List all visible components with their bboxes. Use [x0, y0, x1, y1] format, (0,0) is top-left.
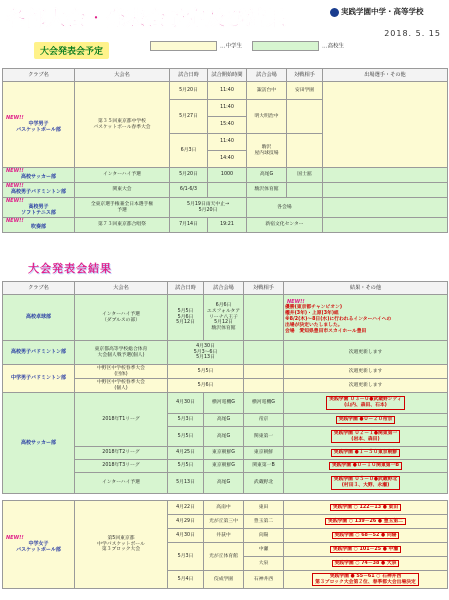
start-time: 11:40: [208, 82, 247, 100]
legend-junior: [150, 41, 242, 51]
page-date: 2018. 5. 15: [384, 29, 441, 38]
results-header-row: [3, 282, 448, 295]
new-badge: NEW!!: [6, 534, 24, 541]
match-date: 6月3日: [170, 134, 208, 168]
banner-title-graphic: [4, 3, 286, 32]
result-cell: 実践学園 ０５－０●武蔵野北 (村田３、大野、永瀬): [284, 473, 448, 494]
table-row: [3, 218, 448, 233]
match-date: 5月27日: [170, 100, 208, 134]
club-soccer: NEW!! 高校サッカー部: [3, 168, 75, 183]
legend-senior-label: …高校生: [322, 43, 345, 50]
col-opponent: 対戦相手: [244, 282, 284, 295]
result-cell: 実践学園 ０２－１●関東第一 (岩本、森田): [284, 427, 448, 447]
table-spacer: [3, 494, 448, 501]
club-badminton: NEW!! 高校男子バドミントン部: [3, 183, 75, 198]
new-badge: NEW!!: [6, 114, 24, 121]
col-venue: 試合会場: [204, 282, 244, 295]
match-date: 4月22日: [168, 501, 204, 515]
match-date: 5月20日: [170, 168, 208, 183]
tournament-name: 2018年T2リーグ: [75, 447, 168, 460]
venue: 高南中: [204, 501, 244, 515]
banner-title: [4, 3, 286, 32]
tournament-name: 第７３回東京都合唱祭: [75, 218, 170, 233]
legend-senior-swatch: [252, 41, 319, 51]
tournament-name: 2018年T3リーグ: [75, 460, 168, 473]
schedule-section-title: 大会発表会予定: [34, 42, 109, 59]
venue: 高尾G: [247, 168, 287, 183]
result-cell: 実践学園 ○ 139－26 ● 豊玉第二: [284, 515, 448, 529]
opponent: 帝京: [244, 414, 284, 427]
venue: 高尾G: [204, 414, 244, 427]
club-table-tennis: 高校卓球部: [3, 295, 75, 341]
school-name: [330, 6, 424, 17]
venue: 各会場: [247, 198, 323, 218]
tournament-name: 第5回東京都 中学バスケットボール 第３ブロック大会: [75, 501, 168, 589]
schedule-table: [2, 68, 448, 233]
table-row: [3, 295, 448, 341]
result-cell: 実践学園 ○ 68－52 ● 向陽: [284, 529, 448, 543]
new-badge: NEW!!: [287, 299, 305, 306]
players-note: [323, 82, 448, 168]
venue: 横河電機G: [204, 393, 244, 414]
match-date: 4月30日: [168, 529, 204, 543]
tournament-name: 中野区中学校春季大会 (団体): [75, 365, 168, 379]
result-cell: 次週更新します: [284, 341, 448, 365]
club-soccer: 高校サッカー部: [3, 393, 75, 494]
venue: 井荻中: [204, 529, 244, 543]
opponent: 大泉: [244, 557, 284, 571]
col-players: 出場選手・その他: [323, 69, 448, 82]
opponent: 関東第一B: [244, 460, 284, 473]
result-cell: 次週更新します: [284, 365, 448, 379]
col-tournament: 大会名: [75, 282, 168, 295]
start-time: [208, 183, 247, 198]
col-opponent: 対戦相手: [287, 69, 323, 82]
table-row: [3, 183, 448, 198]
match-date: 5月20日: [170, 82, 208, 100]
start-time: 1000: [208, 168, 247, 183]
table-row: [3, 341, 448, 365]
match-date: 4月30日 5月3～6日 5月13日: [168, 341, 244, 365]
players-note: [323, 218, 448, 233]
club-girls-basketball: NEW!! 中学女子 バスケットボール部: [3, 501, 75, 589]
tournament-name: 中野区中学校春季大会 (個人): [75, 379, 168, 393]
opponent: [287, 183, 323, 198]
table-row: [3, 365, 448, 379]
venue: 駒沢 屋内球技場: [247, 134, 287, 168]
venue: 6月6日 エスフォルタアリーナ八王子 5月12日 駒沢体育館: [204, 295, 244, 341]
school-logo-icon: [330, 8, 339, 17]
club-badminton: 高校男子バドミントン部: [3, 341, 75, 365]
venue: 諏訪台中: [247, 82, 287, 100]
results-section-title: 大会発表会結果: [22, 258, 118, 278]
table-row: [3, 198, 448, 218]
opponent: 中瀬: [244, 543, 284, 557]
tournament-name: 第３５回東京都中学校 バスケットボール春季大会: [75, 82, 170, 168]
start-time: 19:21: [208, 218, 247, 233]
opponent: [244, 295, 284, 341]
result-cell: 実践学園 ○ 101－25 ● 中瀬: [284, 543, 448, 557]
venue: 東京朝鮮G: [204, 447, 244, 460]
venue: 佼成学園: [204, 571, 244, 589]
opponent: [244, 341, 284, 365]
match-date: 7月14日: [170, 218, 208, 233]
col-date: 試合日時: [170, 69, 208, 82]
result-cell: 実践学園 ●０－１０関東第一B: [284, 460, 448, 473]
start-time: 14:40: [208, 151, 247, 168]
opponent: 東京朝鮮: [244, 447, 284, 460]
result-cell: 実践学園 ○ 74－38 ● 大泉: [284, 557, 448, 571]
table-row: [3, 82, 448, 100]
start-time: 11:40: [208, 100, 247, 117]
opponent: 豊玉第二: [244, 515, 284, 529]
new-badge: NEW!!: [6, 197, 24, 204]
col-tournament: 大会名: [75, 69, 170, 82]
start-time: 11:40: [208, 134, 247, 151]
venue: 明大明治中: [247, 100, 287, 134]
new-badge: NEW!!: [6, 218, 24, 225]
match-date: 5月5日: [168, 427, 204, 447]
legend-senior: [252, 41, 344, 51]
players-note: [323, 198, 448, 218]
match-date: 5月3日: [168, 414, 204, 427]
opponent: [244, 379, 284, 393]
legend-junior-label: …中学生: [220, 43, 243, 50]
new-badge: NEW!!: [6, 183, 24, 190]
match-date: 6/1-6/3: [170, 183, 208, 198]
banner-title-text: 各部大会・発表会予定及び結果: [6, 6, 286, 30]
venue: 新宿文化センター: [247, 218, 323, 233]
tournament-name: インターハイ予選 （ダブルスの部）: [75, 295, 168, 341]
opponent: [287, 100, 323, 134]
venue: 高尾G: [204, 427, 244, 447]
opponent: 石神井西: [244, 571, 284, 589]
result-cell: 実践学園 ●０－２０帝京: [284, 414, 448, 427]
players-note: [323, 183, 448, 198]
col-result: 結果・その他: [284, 282, 448, 295]
tournament-name: 全東京選手権兼全日本選手権 予選: [75, 198, 170, 218]
venue: 光が丘体育館: [204, 543, 244, 571]
opponent: [244, 365, 284, 379]
venue: 駒沢体育館: [247, 183, 287, 198]
start-time: 15:40: [208, 117, 247, 134]
tournament-name: 東京都高等学校総合体育 大会個人戦予選(個人): [75, 341, 168, 365]
result-cell: NEW!! 優勝(東京都チャンピオン) 權井(3年)・上原(3年)組 ※8/2(木)～8日(水)に行われるインターハイへの 出場が決定いたしました。 会場 愛知県豊田市スカイホール豊田: [284, 295, 448, 341]
opponent: 武蔵野北: [244, 473, 284, 494]
col-start-time: 試合開始時間: [208, 69, 247, 82]
result-cell: 次週更新します: [284, 379, 448, 393]
opponent: 国士舘: [287, 168, 323, 183]
match-date: 5月6日: [168, 379, 244, 393]
table-row: [3, 168, 448, 183]
venue: 光が丘第三中: [204, 515, 244, 529]
result-cell: 実践学園 ０３－０●武蔵野シティ (山内、森田、石本): [284, 393, 448, 414]
col-venue: 試合会場: [247, 69, 287, 82]
result-cell: 実践学園 ● 55－61 ○ 石神井西 第３ブロック大会第２位、春季都大会出場決定: [284, 571, 448, 589]
opponent: [287, 134, 323, 168]
legend-junior-swatch: [150, 41, 217, 51]
new-badge: NEW!!: [6, 168, 24, 175]
results-table: [2, 281, 448, 589]
col-club: クラブ名: [3, 282, 75, 295]
match-date: 4月29日: [168, 515, 204, 529]
opponent: 東田: [244, 501, 284, 515]
table-row: [3, 393, 448, 414]
match-date: 5月13日: [168, 473, 204, 494]
school-name-text: 実践学園中学・高等学校: [341, 7, 424, 16]
venue: 東京朝鮮G: [204, 460, 244, 473]
club-music: NEW!! 吹奏部: [3, 218, 75, 233]
tournament-name: 2018年T1リーグ: [75, 393, 168, 447]
opponent: 横河電機G: [244, 393, 284, 414]
match-date: 4月30日: [168, 393, 204, 414]
club-jr-badminton: 中学男子バドミントン部: [3, 365, 75, 393]
col-club: クラブ名: [3, 69, 75, 82]
club-boys-basketball: NEW!! 中学男子 バスケットボール部: [3, 82, 75, 168]
schedule-header-row: [3, 69, 448, 82]
opponent: 向陽: [244, 529, 284, 543]
table-row: [3, 501, 448, 515]
tournament-name: インターハイ予選: [75, 473, 168, 494]
opponent: 安田学園: [287, 82, 323, 100]
opponent: 関東第一: [244, 427, 284, 447]
tournament-name: 関東大会: [75, 183, 170, 198]
club-softtennis: NEW!! 高校男子 ソフトテニス部: [3, 198, 75, 218]
tournament-name: インターハイ予選: [75, 168, 170, 183]
venue: 高尾G: [204, 473, 244, 494]
match-date: 5月5日: [168, 460, 204, 473]
match-date: 4月25日: [168, 447, 204, 460]
match-date: 5月5日: [168, 365, 244, 379]
result-cell: 実践学園 ○ 122－13 ● 東田: [284, 501, 448, 515]
match-date: 5月5日 5月6日 5月12日: [168, 295, 204, 341]
result-cell: 実践学園 ●１－５０東京朝鮮: [284, 447, 448, 460]
players-note: [323, 168, 448, 183]
match-date: 5月3日: [168, 543, 204, 571]
match-date: 5月4日: [168, 571, 204, 589]
col-date: 試合日時: [168, 282, 204, 295]
match-date: 5月19日雨天中止→ 5月20日: [170, 198, 247, 218]
